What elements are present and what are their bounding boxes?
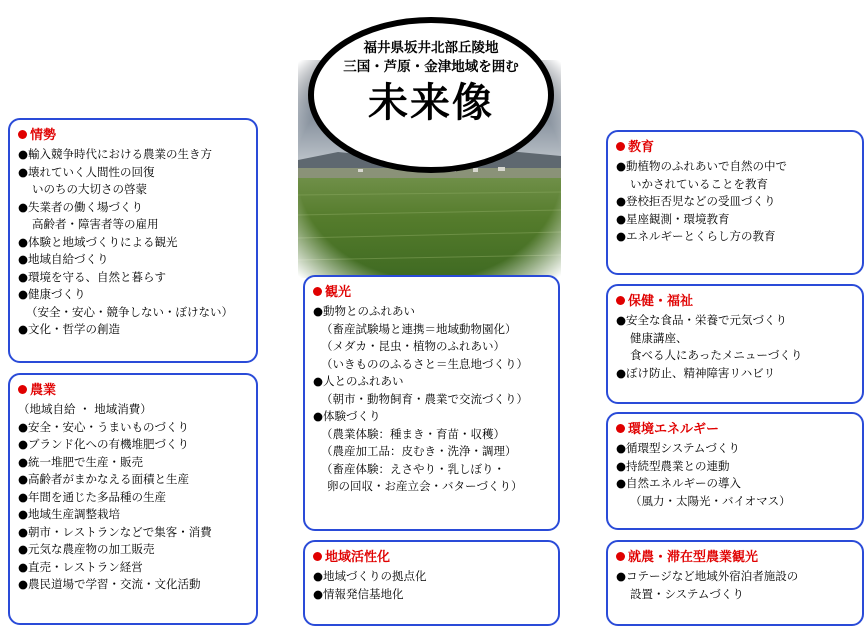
list-item: ●体験と地域づくりによる観光	[18, 234, 178, 249]
list-item: （いきもののふるさと＝生息地づくり）	[321, 356, 528, 371]
list-item: ●地域自給づくり	[18, 252, 109, 266]
list-item: ●ブランド化への有機堆肥づくり	[18, 437, 190, 451]
list-item: ●高齢者がまかなえる面積と生産	[18, 472, 190, 486]
list-item: 設置・システムづくり	[630, 586, 744, 601]
list-item: ●失業者の働く場づくり	[18, 199, 144, 214]
panel-kyoiku	[606, 130, 864, 275]
list-item: 卵の回収・お産立会・バターづくり）	[327, 479, 523, 493]
list-item: ●動植物のふれあいで自然の中で	[616, 159, 788, 173]
list-item: ●輸入競争時代における農業の生き方	[18, 147, 213, 161]
panel-hoken	[606, 284, 864, 404]
list-item: ●健康づくり	[18, 287, 86, 301]
list-item: ●人とのふれあい	[313, 374, 404, 388]
red-bullet-icon	[616, 296, 625, 305]
panel-title: 情勢	[30, 128, 57, 143]
list-item: ●地域づくりの拠点化	[313, 569, 427, 583]
list-item: ●体験づくり	[313, 409, 381, 423]
panel-title: 環境エネルギー	[628, 422, 720, 437]
list-item: ●エネルギーとくらし方の教育	[616, 229, 776, 243]
list-item: ●ぼけ防止、精神障害リハビリ	[616, 365, 776, 380]
list-item: ●持続型農業との連動	[616, 458, 730, 473]
list-item: （畜産試験場と連携＝地域動物園化）	[321, 321, 517, 336]
list-item: （地域自給 ・ 地域消費）	[18, 402, 152, 416]
list-item: ●安全・安心・うまいものづくり	[18, 419, 190, 434]
red-bullet-icon	[616, 424, 625, 433]
list-item: 高齢者・障害者等の雇用	[32, 217, 159, 231]
panel-shuno	[606, 540, 864, 626]
red-bullet-icon	[616, 552, 625, 561]
list-item: （農産加工品：皮むき・洗浄・調理）	[321, 444, 517, 458]
panel-title: 農業	[30, 383, 57, 398]
red-bullet-icon	[313, 287, 322, 296]
list-item: ●農民道場で学習・交流・文化活動	[18, 577, 201, 591]
list-item: ●地域生産調整栽培	[18, 507, 121, 521]
list-item: ●自然エネルギーの導入	[616, 476, 742, 490]
panel-title: 地域活性化	[325, 550, 391, 565]
list-item: ●循環型システムづくり	[616, 441, 740, 455]
panel-nogyo	[8, 373, 258, 625]
list-item: ●直売・レストラン経営	[18, 559, 143, 574]
header-line-1: 福井県坂井北部丘陵地	[363, 40, 499, 56]
list-item: 食べる人にあったメニューづくり	[630, 348, 803, 362]
list-item: （メダカ・昆虫・植物のふれあい）	[321, 339, 505, 353]
red-bullet-icon	[18, 385, 27, 394]
list-item: いのちの大切さの啓蒙	[32, 182, 147, 196]
list-item: （朝市・動物飼育・農業で交流づくり）	[321, 391, 528, 406]
list-item: ●星座観測・環境教育	[616, 211, 730, 226]
panel-kankyo	[606, 412, 864, 530]
list-item: （畜産体験：えさやり・乳しぼり・	[321, 461, 505, 476]
red-bullet-icon	[18, 130, 27, 139]
panel-title: 教育	[628, 140, 655, 155]
list-item: ●登校拒否児などの受皿づくり	[616, 194, 776, 208]
list-item: ●統一堆肥で生産・販売	[18, 454, 144, 469]
list-item: ●朝市・レストランなどで集客・消費	[18, 524, 212, 539]
panel-title: 観光	[325, 285, 352, 300]
panel-kanko	[303, 275, 560, 531]
list-item: （安全・安心・競争しない・ぼけない）	[26, 304, 233, 319]
list-item: 健康講座、	[630, 330, 688, 345]
main-title: 未来像	[368, 80, 494, 126]
list-item: ●情報発信基地化	[313, 586, 404, 601]
list-item: ●文化・哲学の創造	[18, 322, 121, 336]
panel-josei	[8, 118, 258, 363]
panel-chiiki	[303, 540, 560, 626]
list-item: ●安全な食品・栄養で元気づくり	[616, 313, 788, 327]
list-item: いかされていることを教育	[630, 176, 768, 191]
red-bullet-icon	[616, 142, 625, 151]
list-item: ●環境を守る、自然と暮らす	[18, 269, 167, 284]
title-oval	[306, 15, 556, 175]
list-item: ●年間を通じた多品種の生産	[18, 489, 167, 504]
list-item: ●動物とのふれあい	[313, 304, 416, 318]
list-item: （風力・太陽光・バイオマス）	[630, 493, 791, 508]
red-bullet-icon	[313, 552, 322, 561]
list-item: ●コテージなど地域外宿泊者施設の	[616, 569, 799, 583]
panel-title: 就農・滞在型農業観光	[628, 550, 759, 565]
panel-title: 保健・福祉	[628, 294, 694, 309]
list-item: （農業体験：種まき・育苗・収穫）	[321, 426, 505, 441]
list-item: ●壊れていく人間性の回復	[18, 164, 155, 179]
list-item: ●元気な農産物の加工販売	[18, 542, 155, 556]
header-line-2: 三国・芦原・金津地域を囲む	[343, 59, 519, 75]
